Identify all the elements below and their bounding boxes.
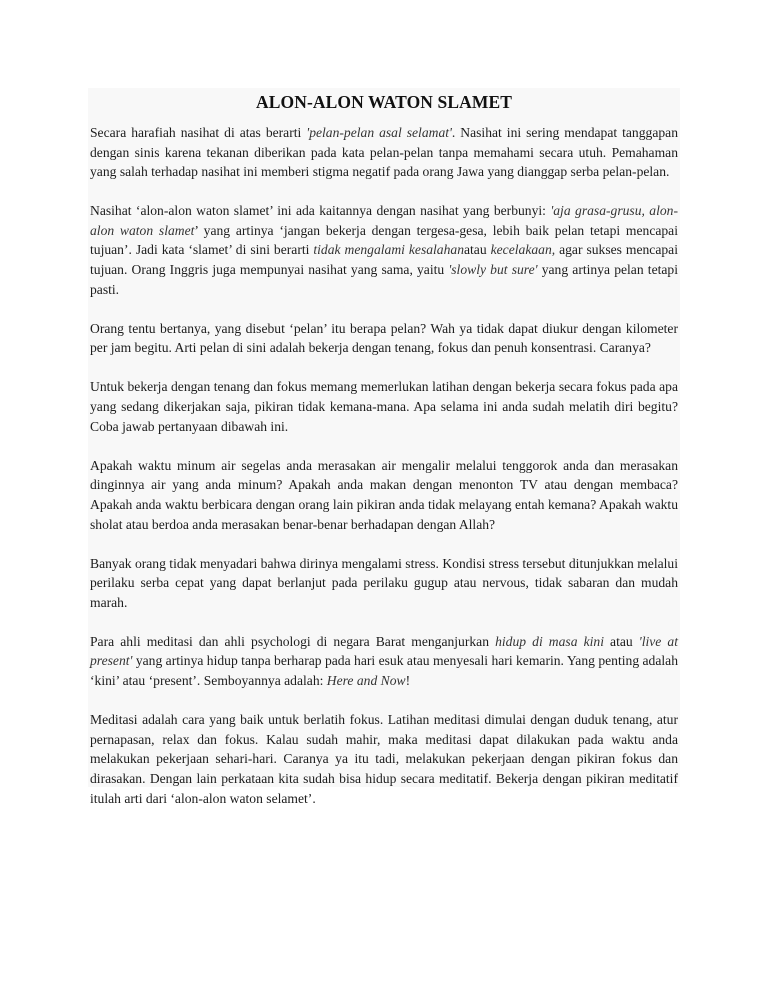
text-span: Nasihat ‘alon-alon waton slamet’ ini ada kaitannya dengan nasihat yang berbunyi: [90, 203, 551, 219]
italic-phrase: 'aja grasa-grusu, alon-alon waton slamet [90, 203, 678, 238]
paragraph-4 [90, 377, 678, 436]
text-span: Secara harafiah nasihat di atas berarti [90, 125, 307, 140]
paragraph-2 [90, 201, 678, 299]
italic-phrase: Here and Now [326, 673, 406, 689]
text-span: ! [405, 673, 411, 689]
paragraph-7 [90, 632, 678, 691]
text-span: agar sukses mencapai tujuan. Orang Inggris juga mempunyai nasihat yang sama, yaitu [90, 242, 678, 278]
text-span: yang artinya pelan tetapi pasti. [90, 262, 678, 297]
text-span: atau [603, 633, 639, 649]
paragraph-6 [90, 554, 678, 613]
paragraph-8 [90, 710, 678, 808]
text-span: ’ yang artinya ‘jangan bekerja dengan tergesa-gesa, lebih baik pelan tetapi mencapai tujuan’. Jadi kata ‘slamet’ di sini berarti [90, 222, 678, 258]
paragraph-5 [90, 456, 678, 534]
text-span: Apakah waktu minum air segelas anda merasakan air mengalir melalui tenggorok anda dan merasakan dinginnya air yang anda minum? Apakah anda makan dengan menonton TV atau dengan membaca? Apakah anda waktu berbicara dengan orang lain pikiran anda tidak melayang entah kemana? Apakah waktu sholat atau berdoa anda merasakan benar-benar berhadapan dengan Allah? [90, 457, 678, 532]
text-span: Untuk bekerja dengan tenang dan fokus memang memerlukan latihan dengan bekerja secara fokus pada apa yang sedang dikerjakan saja, pikiran tidak kemana-mana. Apa selama ini anda sudah melatih diri begitu? Coba jawab pertanyaan dibawah ini. [90, 379, 678, 434]
text-span: yang artinya hidup tanpa berharap pada hari esuk atau menyesali hari kemarin. Yang penting adalah ‘kini’ atau ‘present’. Semboyannya adalah: [90, 653, 678, 689]
paragraph-3 [90, 319, 678, 358]
text-span: atau [464, 242, 491, 258]
text-span: Orang tentu bertanya, yang disebut ‘pelan’ itu berapa pelan? Wah ya tidak dapat diukur dengan kilometer per jam begitu. Arti pelan di sini adalah bekerja dengan tenang, fokus dan penuh konsentrasi. Caranya? [90, 320, 678, 356]
text-span: Banyak orang tidak menyadari bahwa dirinya mengalami stress. Kondisi stress tersebut ditunjukkan melalui perilaku serba cepat yang dapat berlanjut pada perilaku gugup atau nervous, tidak sabaran dan mudah marah. [90, 555, 678, 610]
italic-phrase: 'slowly but sure' [448, 262, 538, 278]
italic-phrase: 'live at present' [90, 633, 678, 669]
text-span: . Nasihat ini sering mendapat tanggapan dengan sinis karena tekanan diberikan pada kata pelan-pelan tanpa memahami secara utuh. Pemahaman yang salah terhadap nasihat ini memberi stigma negatif pada orang Jawa yang dianggap serba pelan-pelan. [90, 125, 678, 180]
italic-phrase: kecelakaan, [490, 242, 556, 258]
text-span: Para ahli meditasi dan ahli psychologi di negara Barat menganjurkan [90, 633, 496, 649]
text-span: Meditasi adalah cara yang baik untuk berlatih fokus. Latihan meditasi dimulai dengan duduk tenang, atur pernapasan, relax dan fokus. Kalau sudah mahir, maka meditasi dapat dilakukan pada waktu anda melakukan pekerjaan sehari-hari. Caranya ya itu tadi, melakukan pekerjaan dengan pikiran fokus dan dirasakan. Dengan lain perkataan kita sudah bisa hidup secara meditatif. Bekerja dengan pikiran meditatif itulah arti dari ‘alon-alon waton selamet’. [90, 712, 678, 806]
italic-phrase: hidup di masa kini [495, 633, 604, 649]
italic-phrase: tidak mengalami kesalahan [313, 242, 464, 258]
paragraph-1 [90, 123, 678, 182]
document-body [90, 90, 678, 828]
document-title: ALON-ALON WATON SLAMET [256, 92, 512, 112]
italic-phrase: 'pelan-pelan asal selamat' [306, 125, 452, 140]
